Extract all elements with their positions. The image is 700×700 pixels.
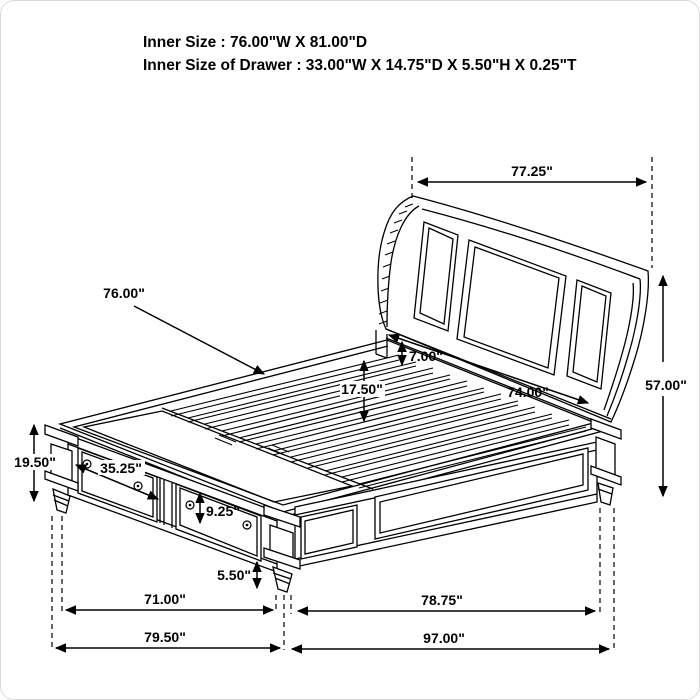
dim-headboard-width-label: 77.25" — [511, 163, 553, 179]
dim-footboard-inner-span-label: 71.00" — [144, 591, 186, 607]
dim-headboard-height-label: 57.00" — [645, 377, 687, 393]
dim-overall-length-label: 97.00" — [423, 630, 465, 646]
dim-headboard-height — [645, 276, 687, 496]
dim-headboard-inner-width-label: 74.00" — [507, 384, 549, 400]
dim-overall-length — [292, 630, 609, 649]
dim-overall-width — [56, 629, 280, 648]
dim-foot-leg-height-label: 5.50" — [217, 567, 251, 583]
drawer-knob-3-dot — [189, 504, 192, 507]
dim-side-rail-length — [298, 592, 595, 611]
dim-footboard-height-label: 19.50" — [14, 454, 56, 470]
right-post-cap — [591, 419, 621, 439]
dim-headboard-width — [418, 163, 646, 182]
title-line-2: Inner Size of Drawer : 33.00"W X 14.75"D X 5.50"H X 0.25"T — [143, 57, 577, 74]
dim-rail-to-slat-gap-label: 7.00" — [409, 348, 443, 364]
title-line-1: Inner Size : 76.00"W X 81.00"D — [143, 34, 368, 51]
dim-drawer-front-width-label: 35.25" — [100, 460, 142, 476]
dim-drawer-front-height-label: 9.25" — [206, 503, 240, 519]
dim-platform-height-label: 17.50" — [341, 381, 383, 397]
dim-slat-area-width — [103, 285, 264, 374]
dim-footboard-inner-span — [66, 591, 273, 610]
title-block — [143, 34, 577, 74]
drawer-knob-2-dot — [137, 485, 140, 488]
dim-overall-width-label: 79.50" — [144, 629, 186, 645]
dim-slat-area-width-label: 76.00" — [103, 285, 145, 301]
drawer-knob-4-dot — [246, 524, 249, 527]
dim-side-rail-length-label: 78.75" — [421, 592, 463, 608]
dim-foot-leg-height — [217, 562, 257, 588]
corner-post-foot — [273, 567, 292, 592]
drawer-knob-1-dot — [86, 463, 89, 466]
